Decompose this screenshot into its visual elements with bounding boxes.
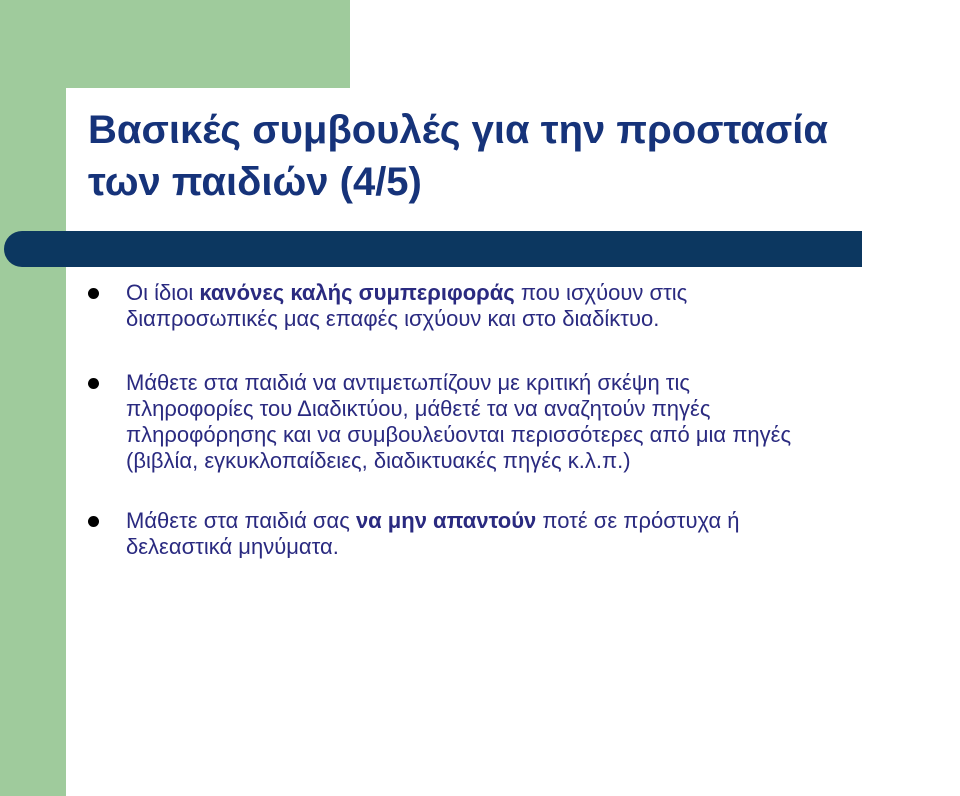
bullet-1-text-a: Οι ίδιοι bbox=[126, 280, 200, 305]
bullet-3-text-b: ποτέ σε πρόστυχα ή bbox=[536, 508, 740, 533]
slide-title-line-1: Βασικές συμβουλές για την προστασία bbox=[88, 108, 828, 152]
bullet-2-line-4: (βιβλία, εγκυκλοπαίδειες, διαδικτυακές πηγές κ.λ.π.) bbox=[126, 448, 631, 473]
bullet-2-line-1: Μάθετε στα παιδιά να αντιμετωπίζουν με κριτική σκέψη τις bbox=[126, 370, 690, 395]
bullet-3-text-c: δελεαστικά μηνύματα. bbox=[126, 534, 339, 559]
left-green-strip bbox=[0, 0, 66, 796]
bullet-dot-icon bbox=[88, 516, 99, 527]
slide-title bbox=[88, 104, 960, 208]
bullet-1-text-b: που ισχύουν στις bbox=[514, 280, 688, 305]
bullet-2-line-3: πληροφόρησης και να συμβουλεύονται περισσότερες από μια πηγές bbox=[126, 422, 792, 447]
bullet-1-emphasis: κανόνες καλής συμπεριφοράς bbox=[199, 280, 515, 305]
top-green-block bbox=[0, 0, 350, 88]
bullet-1-text-c: διαπροσωπικές μας επαφές ισχύουν και στο διαδίκτυο. bbox=[126, 306, 660, 331]
bullet-3-text-a: Μάθετε στα παιδιά σας bbox=[126, 508, 356, 533]
bullet-item-conduct-rules bbox=[126, 280, 926, 332]
title-divider-bar bbox=[4, 231, 862, 267]
bullet-dot-icon bbox=[88, 288, 99, 299]
slide-title-line-2: των παιδιών (4/5) bbox=[88, 160, 422, 204]
bullet-dot-icon bbox=[88, 378, 99, 389]
bullet-3-emphasis: να μην απαντούν bbox=[355, 508, 537, 533]
bullet-2-line-2: πληροφορίες του Διαδικτύου, μάθετέ τα να αναζητούν πηγές bbox=[126, 396, 711, 421]
bullet-item-no-reply bbox=[126, 508, 926, 560]
bullet-item-critical-thinking bbox=[126, 370, 926, 474]
